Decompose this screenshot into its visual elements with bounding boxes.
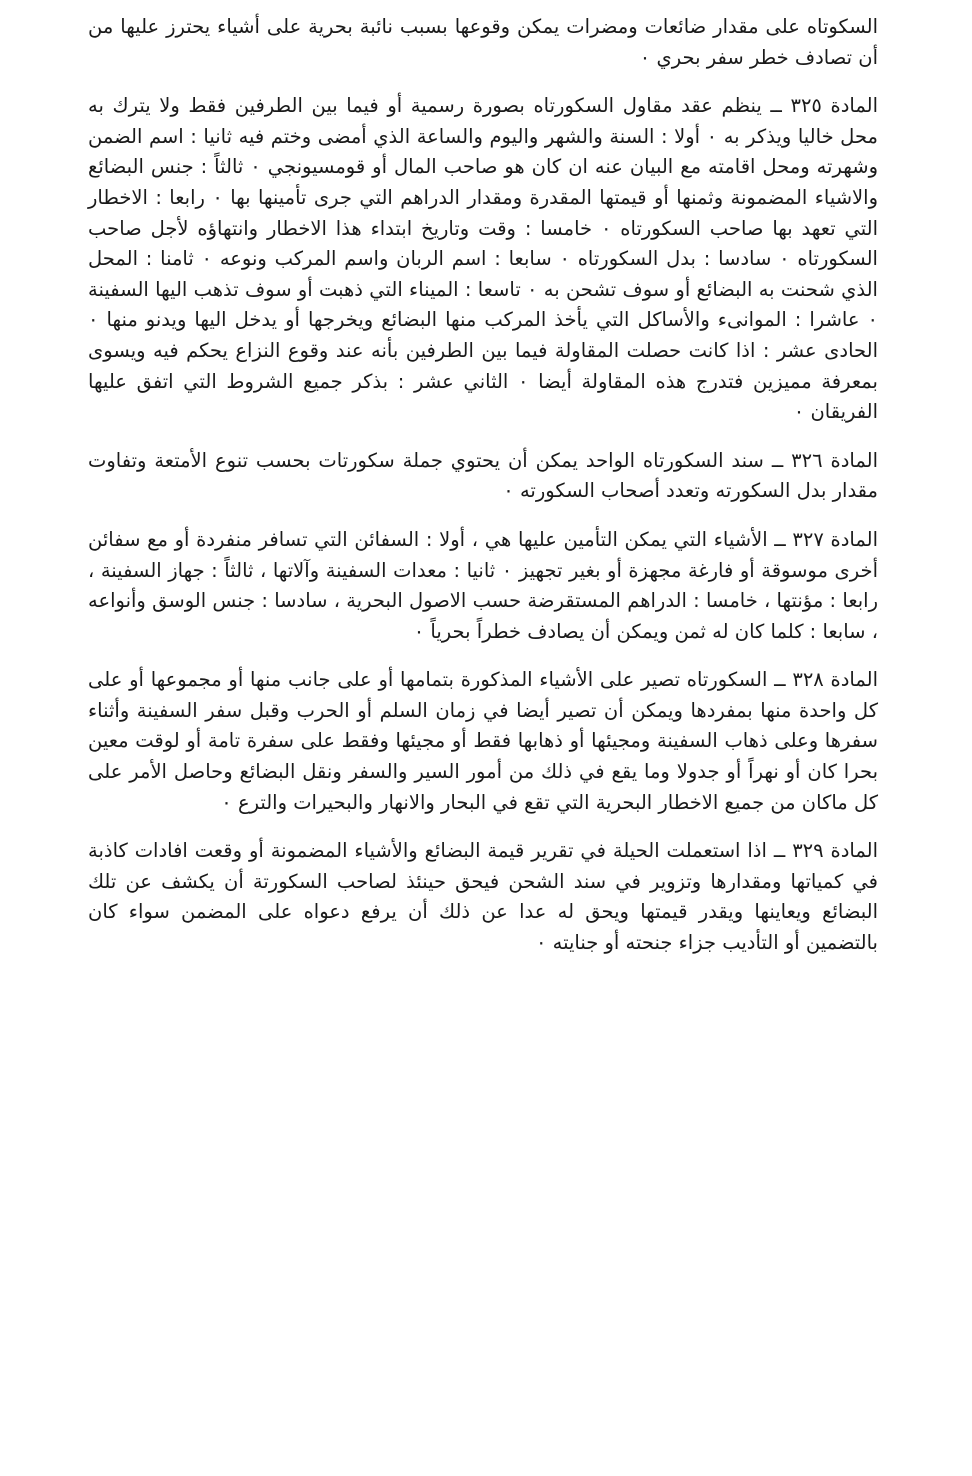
article-328 [88, 665, 878, 818]
article-text: سند السكورتاه الواحد يمكن أن يحتوي جملة سكورتات بحسب تنوع الأمتعة وتفاوت مقدار بدل السكورته وتعدد أصحاب السكورته ٠ [88, 448, 878, 503]
article-heading: المادة ٣٢٩ ــ [766, 839, 878, 863]
article-text: السكورتاه تصير على الأشياء المذكورة بتمامها أو على جانب منها أو مجموعها أو على كل واحدة منها بمفردها ويمكن أن تصير أيضا في زمان السلم أو الحرب وقبل سفر السفينة وأثناء سفرها وعلى ذهاب السفينة ومجيئها أو ذهابها فقط أو مجيئها وفقط على سفرة تامة أو لوقت معين بحرا كان أو نهراً أو جدولا وما يقع في ذلك من أمور السير والسفر ونقل البضائع وحاصل الأمر على كل ماكان من جميع الاخطار البحرية التي تقع في البحار والانهار والبحيرات والترع ٠ [88, 668, 878, 814]
article-327 [88, 525, 878, 647]
article-text: ينظم عقد مقاول السكورتاه بصورة رسمية أو فيما بين الطرفين فقط ولا يترك به محل خاليا ويذكر به ٠ أولا : السنة والشهر واليوم والساعة الذي أمضى وختم فيه ثانيا : اسم الضمن وشهرته ومحل اقامته مع البيان عنه ان كان هو صاحب المال أو قومسيونجي ٠ ثالثاً : جنس البضائع والاشياء المضمونة وثمنها أو قيمتها المقدرة ومقدار الدراهم التي جرى تأمينها بها ٠ رابعا : الاخطار التي تعهد بها صاحب السكورتاه ٠ خامسا : وقت وتاريخ ابتداء هذا الاخطار وانتهاؤه لأجل صاحب السكورتاه ٠ سادسا : بدل السكورتاه ٠ سابعا : اسم الربان واسم المركب ونوعه ٠ ثامنا : المحل الذي شحنت به البضائع أو سوف تشحن به ٠ تاسعا : الميناء التي ذهبت أو سوف تذهب اليها السفينة ٠ عاشرا : الموانىء والأساكل التي يأخذ المركب منها البضائع ويخرجها أو يدخل اليها ويدنو منها ٠ الحادى عشر : اذا كانت حصلت المقاولة فيما بين الطرفين بأنه عند وقوع النزاع يحكم فيه ويسوى بمعرفة مميزين فتدرج هذه المقاولة أيضا ٠ الثاني عشر : بذكر جميع الشروط التي اتفق عليها الفريقان ٠ [88, 94, 878, 424]
document-page [88, 12, 878, 977]
article-text: الأشياء التي يمكن التأمين عليها هي ، أولا : السفائن التي تسافر منفردة أو مع سفائن أخرى موسوقة أو فارغة مجهزة أو بغير تجهيز ٠ ثانيا : معدات السفينة وآلاتها ، ثالثاً : جهاز السفينة ، رابعا : مؤنتها ، خامسا : الدراهم المستقرضة حسب الاصول البحرية ، سادسا : جنس الوسق وأنواعه ، سابعا : كلما كان له ثمن ويمكن أن يصادف خطراً بحرياً ٠ [88, 527, 878, 643]
article-326 [88, 446, 878, 507]
article-heading: المادة ٣٢٥ ــ [761, 94, 878, 118]
continuation-paragraph: السكوتاه على مقدار ضائعات ومضرات يمكن وقوعها بسبب نائبة بحرية على أشياء يحترز عليها من أن تصادف خطر سفر بحري ٠ [88, 15, 878, 69]
article-heading: المادة ٣٢٦ ــ [763, 448, 878, 472]
article-text: اذا استعملت الحيلة في تقرير قيمة البضائع والأشياء المضمونة أو وقعت افادات كاذبة في كمياتها ومقدارها وتزوير في سند الشحن فيحق حينئذ لصاحب السكورتة أن يكشف عن تلك البضائع ويعاينها ويقدر قيمتها ويحق له عدا عن ذلك أن يرفع دعواه على المضمن سواء كان بالتضمين أو التأديب جزاء جنحته أو جنايته ٠ [88, 839, 878, 955]
article-heading: المادة ٣٢٨ ــ [767, 668, 878, 692]
article-329 [88, 836, 878, 958]
article-325 [88, 91, 878, 428]
article-heading: المادة ٣٢٧ ــ [767, 527, 878, 551]
